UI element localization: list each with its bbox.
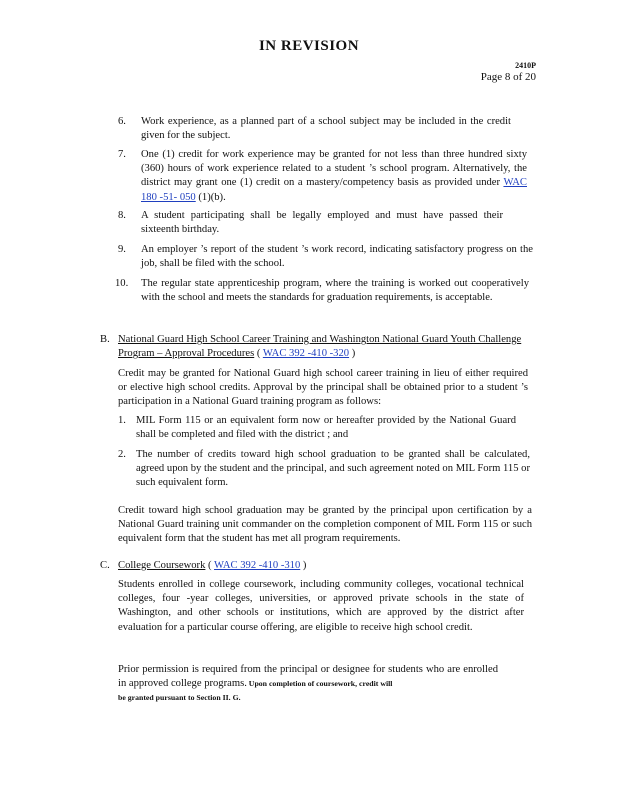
item-text: An employer ’s report of the student ’s work record, indicating satisfactory progress on the job, shall be filed with the school. [141,244,533,270]
section-paragraph: Prior permission is required from the principal or designee for students who are enrolled in approved college programs. Upon completion of coursework, credit will be granted pursuant to Section II. G. [118,664,498,703]
section-heading: National Guard High School Career Training and Washington National Guard Youth Challenge Program – Approval Procedures ( WAC 392 -410 -320 ) [118,334,522,360]
section-intro: Credit may be granted for National Guard high school career training in lieu of either required or elective high school credits. Approval by the principal shall be obtained prior to a student ’s participation in a National Guard training program as follows: [118,368,528,408]
section-closing: Credit toward high school graduation may be granted by the principal upon certification by a National Guard training unit commander on the completion component of MIL Form 115 or such equivalent form that the student has met all program requirements. [118,505,532,545]
wac-link[interactable]: WAC 180 -51- 050 [141,177,527,203]
section-heading: College Coursework ( WAC 392 -410 -310 ) [118,560,307,571]
item-number: 6. [118,116,126,127]
section-paragraph: Students enrolled in college coursework, including community colleges, vocational technical colleges, four -year colleges, universities, or approved private schools in the state of Washington, and other schools or institutions, which are approved by the district after evaluation for a particular course offering, are eligible to receive high school credit. [118,579,524,633]
document-number: 2410P [515,61,536,70]
wac-link[interactable]: WAC 392 -410 -310 [214,560,301,571]
subitem-text: MIL Form 115 or an equivalent form now or hereafter provided by the National Guard shall be completed and filed with the district ; and [136,415,516,441]
subitem-number: 2. [118,449,126,460]
item-text: The regular state apprenticeship program, where the training is worked out cooperatively with the school and meets the standards for graduation requirements, is acceptable. [141,278,529,304]
item-number: 7. [118,149,126,160]
item-number: 9. [118,244,126,255]
section-letter: C. [100,560,110,571]
item-text: Work experience, as a planned part of a school subject may be included in the credit given for the subject. [141,116,511,142]
page-title: IN REVISION [258,38,360,54]
section-letter: B. [100,334,110,345]
section-heading-text: College Coursework [118,560,206,571]
item-text: A student participating shall be legally employed and must have passed their sixteenth birthday. [141,210,503,236]
page-number: Page 8 of 20 [480,71,536,83]
wac-link[interactable]: WAC 392 -410 -320 [262,348,350,360]
item-number: 8. [118,210,126,221]
subitem-text: The number of credits toward high school graduation to be granted shall be calculated, agreed upon by the student and the principal, and such agreement noted on MIL Form 115 or such equivalent form. [136,449,530,489]
section-heading-text: National Guard High School Career Training and Washington National Guard Youth Challenge Program – Approval Procedures [118,334,522,360]
item-text: One (1) credit for work experience may be granted for not less than three hundred sixty (360) hours of work experience related to a student ’s school program. Alternatively, the district may grant one (1) credit on a mastery/competency basis as provided under WAC 180 -51- 050 (1)(b). [141,149,527,203]
item-number: 10. [115,278,129,289]
subitem-number: 1. [118,415,126,426]
